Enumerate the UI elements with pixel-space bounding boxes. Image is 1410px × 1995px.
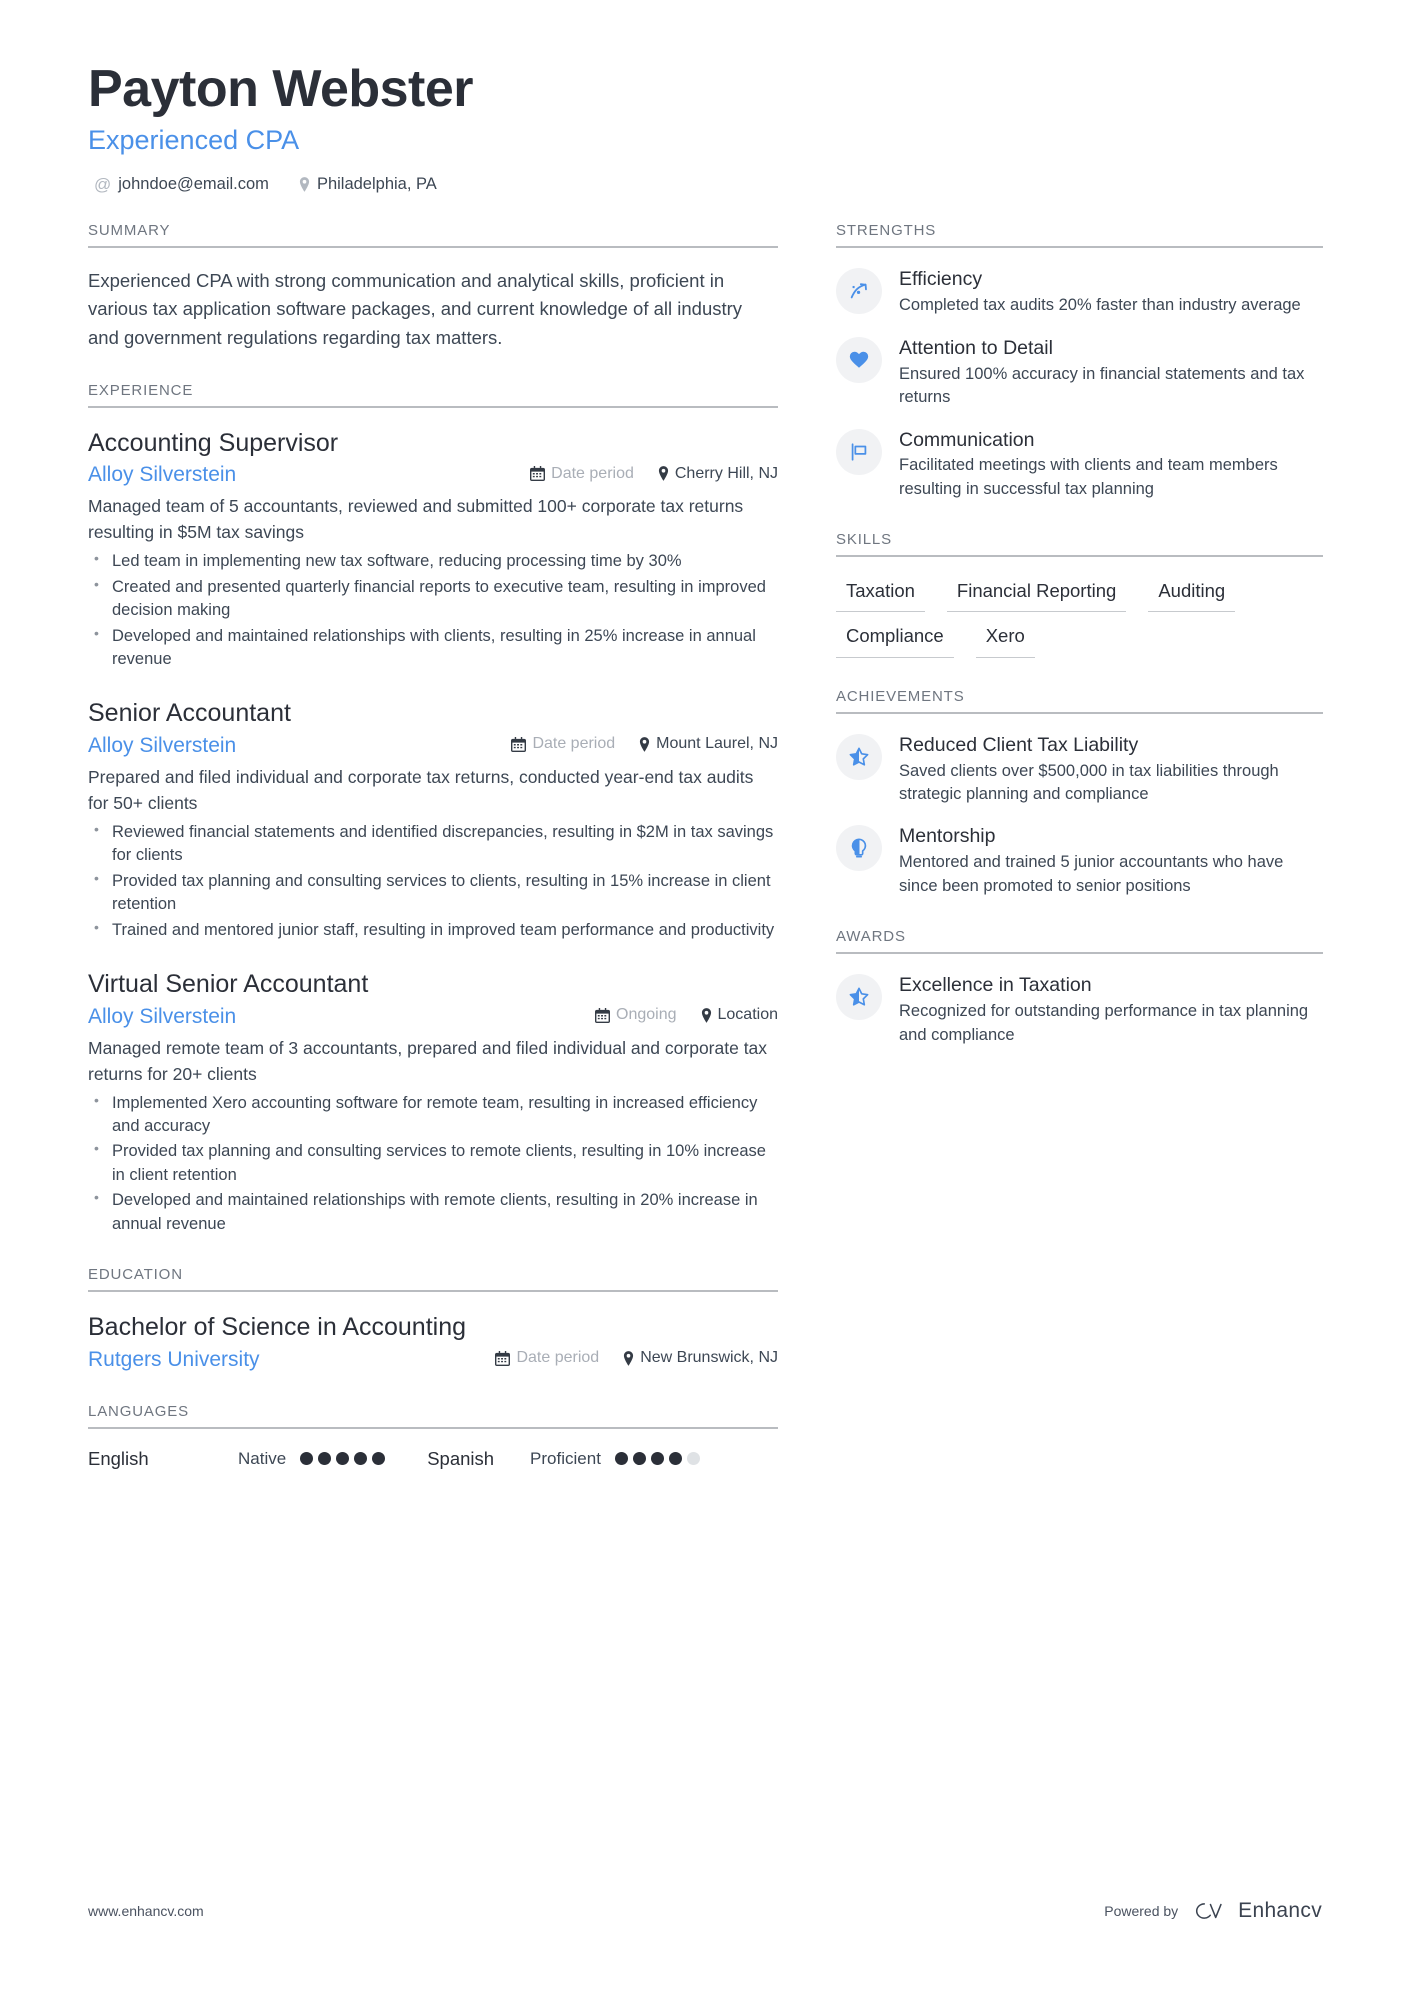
rating-dot [615, 1452, 628, 1465]
education-location-text: New Brunswick, NJ [640, 1349, 778, 1367]
experience-location-text: Location [717, 1006, 778, 1024]
strength-description: Completed tax audits 20% faster than industry average [899, 296, 1301, 315]
list-item: • Reviewed financial statements and identified discrepancies, resulting in $2M in tax savings for clients [88, 821, 778, 868]
experience-bullets [88, 550, 778, 671]
education-entry [88, 1311, 778, 1373]
strength-item [836, 267, 1323, 317]
section-title-awards: AWARDS [836, 928, 1323, 954]
experience-title: Accounting Supervisor [88, 428, 339, 457]
experience-date [595, 1006, 677, 1024]
map-pin-icon [623, 1351, 634, 1366]
rating-dot [336, 1452, 349, 1465]
experience-date [530, 465, 634, 483]
star-icon [836, 734, 882, 780]
calendar-icon [595, 1008, 610, 1023]
brand-name: Enhancv [1238, 1899, 1322, 1922]
candidate-job-title: Experienced CPA [88, 125, 300, 156]
experience-meta [88, 732, 778, 759]
contact-location-text: Philadelphia, PA [316, 175, 437, 194]
skills-list [836, 576, 1323, 657]
flag-icon [836, 429, 882, 475]
list-item: • Implemented Xero accounting software for remote team, resulting in increased efficiency and accuracy [88, 1092, 778, 1139]
contact-row [88, 175, 1322, 194]
experience-description: Managed team of 5 accountants, reviewed and submitted 100+ corporate tax returns resulting in $5M tax savings [88, 496, 744, 543]
achievement-description: Mentored and trained 5 junior accountants who have since been promoted to senior positions [899, 853, 1284, 895]
section-education [88, 1266, 778, 1373]
language-item [427, 1448, 700, 1470]
section-awards [836, 928, 1323, 1047]
strength-item [836, 428, 1323, 502]
section-title-languages: LANGUAGES [88, 1403, 778, 1429]
experience-bullets [88, 1092, 778, 1237]
rating-dot [318, 1452, 331, 1465]
achievement-item [836, 733, 1323, 807]
section-skills [836, 531, 1323, 657]
experience-entry [88, 427, 778, 672]
lightbulb-icon [836, 825, 882, 871]
achievement-item [836, 824, 1323, 898]
calendar-icon [511, 737, 526, 752]
language-name: English [88, 1447, 149, 1469]
experience-date-text: Ongoing [616, 1006, 677, 1024]
experience-description: Managed remote team of 3 accountants, prepared and filed individual and corporate tax returns for 20+ clients [88, 1037, 768, 1084]
section-title-experience: EXPERIENCE [88, 382, 778, 408]
language-rating [300, 1452, 385, 1465]
section-title-strengths: STRENGTHS [836, 222, 1323, 248]
experience-meta [88, 1003, 778, 1030]
skill-chip: Xero [976, 621, 1035, 657]
calendar-icon [495, 1351, 510, 1366]
section-achievements [836, 688, 1323, 899]
resume-header [88, 48, 1322, 194]
rating-dot [354, 1452, 367, 1465]
experience-organization[interactable]: Alloy Silverstein [88, 1004, 237, 1028]
experience-bullets [88, 821, 778, 942]
list-item: • Developed and maintained relationships with clients, resulting in 25% increase in annual revenue [88, 625, 778, 672]
section-languages [88, 1403, 778, 1470]
achievement-description: Saved clients over $500,000 in tax liabilities through strategic planning and compliance [899, 761, 1279, 803]
map-pin-icon [701, 1008, 712, 1023]
section-strengths [836, 222, 1323, 501]
experience-title: Senior Accountant [88, 699, 291, 728]
strength-description: Facilitated meetings with clients and team members resulting in successful tax planning [899, 456, 1278, 498]
list-item: • Created and presented quarterly financial reports to executive team, resulting in improved decision making [88, 576, 778, 623]
section-experience [88, 382, 778, 1236]
experience-location-text: Mount Laurel, NJ [656, 735, 778, 753]
map-pin-icon [658, 466, 669, 481]
experience-meta [88, 461, 778, 488]
experience-location [639, 735, 778, 753]
experience-title: Virtual Senior Accountant [88, 970, 369, 999]
language-level: Native [238, 1448, 287, 1468]
strength-item [836, 336, 1323, 410]
experience-entry [88, 697, 778, 942]
experience-location [701, 1006, 779, 1024]
map-pin-icon [639, 737, 650, 752]
rating-dot [669, 1452, 682, 1465]
list-item: • Provided tax planning and consulting services to clients, resulting in 15% increase in client retention [88, 870, 778, 917]
achievement-title: Reduced Client Tax Liability [899, 733, 1139, 756]
candidate-name: Payton Webster [88, 60, 474, 118]
skill-chip: Compliance [836, 621, 954, 657]
language-item [88, 1448, 385, 1470]
right-column [836, 222, 1323, 1047]
map-pin-icon [299, 177, 310, 192]
languages-row [88, 1448, 778, 1470]
experience-date [511, 735, 615, 753]
experience-entry [88, 968, 778, 1236]
award-title: Excellence in Taxation [899, 974, 1092, 997]
star-icon [836, 974, 882, 1020]
at-icon: @ [94, 175, 112, 195]
strength-title: Communication [899, 428, 1035, 451]
heart-icon [836, 337, 882, 383]
experience-date-text: Date period [532, 735, 616, 753]
section-title-skills: SKILLS [836, 531, 1323, 557]
experience-organization[interactable]: Alloy Silverstein [88, 733, 237, 757]
strength-title: Attention to Detail [899, 336, 1053, 359]
rating-dot [651, 1452, 664, 1465]
section-title-summary: SUMMARY [88, 222, 778, 248]
section-summary [88, 222, 778, 351]
experience-location-text: Cherry Hill, NJ [674, 464, 778, 482]
rating-dot [372, 1452, 385, 1465]
rating-dot [633, 1452, 646, 1465]
summary-text: Experienced CPA with strong communication and analytical skills, proficient in various tax application software packages, and current knowledge of all industry and government regulations regarding tax matters. [88, 270, 743, 348]
enhancv-cv-logo-icon [1191, 1899, 1229, 1923]
resume-footer [88, 1899, 1322, 1923]
education-degree: Bachelor of Science in Accounting [88, 1313, 467, 1342]
left-column [88, 222, 778, 1500]
education-location [623, 1349, 778, 1367]
education-date-text: Date period [516, 1349, 600, 1367]
strength-description: Ensured 100% accuracy in financial statements and tax returns [899, 364, 1305, 407]
list-item: • Developed and maintained relationships with remote clients, resulting in 20% increase in annual revenue [88, 1189, 778, 1236]
section-title-achievements: ACHIEVEMENTS [836, 688, 1323, 714]
calendar-icon [530, 466, 545, 481]
award-description: Recognized for outstanding performance in tax planning and compliance [899, 1002, 1309, 1044]
rating-dot [300, 1452, 313, 1465]
contact-email-text: johndoe@email.com [118, 175, 269, 194]
experience-date-text: Date period [551, 464, 634, 482]
skill-chip: Financial Reporting [947, 576, 1126, 612]
strength-title: Efficiency [899, 268, 983, 291]
skill-chip: Auditing [1148, 576, 1235, 612]
education-meta [88, 1346, 778, 1373]
footer-website[interactable]: www.enhancv.com [88, 1903, 204, 1919]
rating-dot-empty [687, 1452, 700, 1465]
list-item: • Provided tax planning and consulting services to remote clients, resulting in 10% increase in client retention [88, 1140, 778, 1187]
education-date [495, 1349, 599, 1367]
language-name: Spanish [427, 1447, 495, 1469]
powered-by-label: Powered by [1104, 1903, 1179, 1919]
experience-organization[interactable]: Alloy Silverstein [88, 463, 237, 487]
language-level: Proficient [530, 1448, 601, 1468]
achievement-title: Mentorship [899, 825, 996, 848]
contact-location [299, 175, 437, 194]
trend-arrow-icon [836, 268, 882, 314]
experience-location [658, 465, 778, 483]
skill-chip: Taxation [836, 576, 925, 612]
contact-email[interactable] [94, 175, 269, 194]
list-item: • Trained and mentored junior staff, resulting in improved team performance and productivity [88, 919, 778, 942]
language-rating [615, 1452, 700, 1465]
enhancv-logo [1191, 1899, 1322, 1923]
list-item: • Led team in implementing new tax software, reducing processing time by 30% [88, 550, 778, 573]
resume-body [88, 222, 1322, 1500]
section-title-education: EDUCATION [88, 1266, 778, 1292]
experience-description: Prepared and filed individual and corporate tax returns, conducted year-end tax audits for 50+ clients [88, 767, 754, 814]
footer-branding [1104, 1899, 1322, 1923]
education-school[interactable]: Rutgers University [88, 1347, 260, 1371]
award-item [836, 973, 1323, 1047]
